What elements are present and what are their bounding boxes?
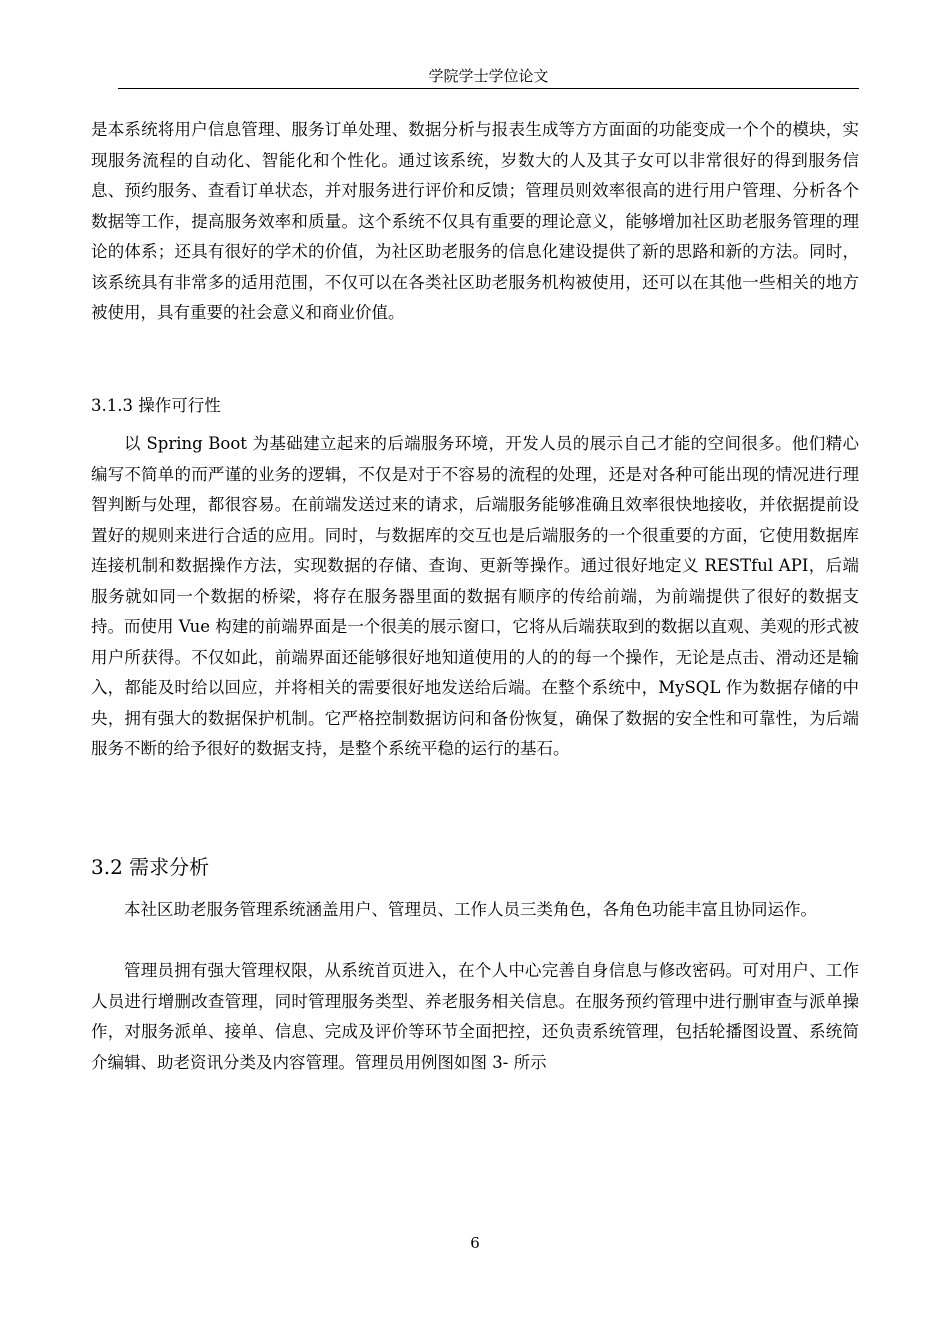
paragraph-roles-overview: 本社区助老服务管理系统涵盖用户、管理员、工作人员三类角色，各角色功能丰富且协同运作。 <box>124 900 817 919</box>
section-heading-3-1-3: 3.1.3 操作可行性 <box>91 396 221 415</box>
section-heading-3-2: 3.2 需求分析 <box>91 855 210 879</box>
running-header: 学院学士学位论文 <box>428 67 549 85</box>
header-divider <box>118 88 859 89</box>
paragraph-admin-functions: 管理员拥有强大管理权限，从系统首页进入，在个人中心完善自身信息与修改密码。可对用户、工作人员进行增删改查管理，同时管理服务类型、养老服务相关信息。在服务预约管理中进行删审查与派单操作，对服务派单、接单、信息、完成及评价等环节全面把控，还负责系统管理，包括轮播图设置、系统简介编辑、助老资讯分类及内容管理。管理员用例图如图 3- 所示 <box>91 961 859 1072</box>
paragraph-operational-feasibility: 以 Spring Boot 为基础建立起来的后端服务环境，开发人员的展示自己才能的空间很多。他们精心编写不简单的而严谨的业务的逻辑，不仅是对于不容易的流程的处理，还是对各种可能出现的情况进行理智判断与处理，都很容易。在前端发送过来的请求，后端服务能够准确且效率很快地接收，并依据提前设置好的规则来进行合适的应用。同时，与数据库的交互也是后端服务的一个很重要的方面，它使用数据库连接机制和数据操作方法，实现数据的存储、查询、更新等操作。通过很好地定义 RESTful API，后端服务就如同一个数据的桥梁，将存在服务器里面的数据有顺序的传给前端，为前端提供了很好的数据支持。而使用 Vue 构建的前端界面是一个很美的展示窗口，它将从后端获取到的数据以直观、美观的形式被用户所获得。不仅如此，前端界面还能够很好地知道使用的人的的每一个操作，无论是点击、滑动还是输入，都能及时给以回应，并将相关的需要很好地发送给后端。在整个系统中，MySQL 作为数据存储的中央，拥有强大的数据保护机制。它严格控制数据访问和备份恢复，确保了数据的安全性和可靠性，为后端服务不断的给予很好的数据支持，是整个系统平稳的运行的基石。 <box>91 434 859 758</box>
page-number: 6 <box>470 1234 480 1252</box>
paragraph-intro-continued: 是本系统将用户信息管理、服务订单处理、数据分析与报表生成等方方面面的功能变成一个个的模块，实现服务流程的自动化、智能化和个性化。通过该系统，岁数大的人及其子女可以非常很好的得到服务信息、预约服务、查看订单状态，并对服务进行评价和反馈；管理员则效率很高的进行用户管理、分析各个数据等工作，提高服务效率和质量。这个系统不仅具有重要的理论意义，能够增加社区助老服务管理的理论的体系；还具有很好的学术的价值，为社区助老服务的信息化建设提供了新的思路和新的方法。同时，该系统具有非常多的适用范围，不仅可以在各类社区助老服务机构被使用，还可以在其他一些相关的地方被使用，具有重要的社会意义和商业价值。 <box>91 120 859 322</box>
